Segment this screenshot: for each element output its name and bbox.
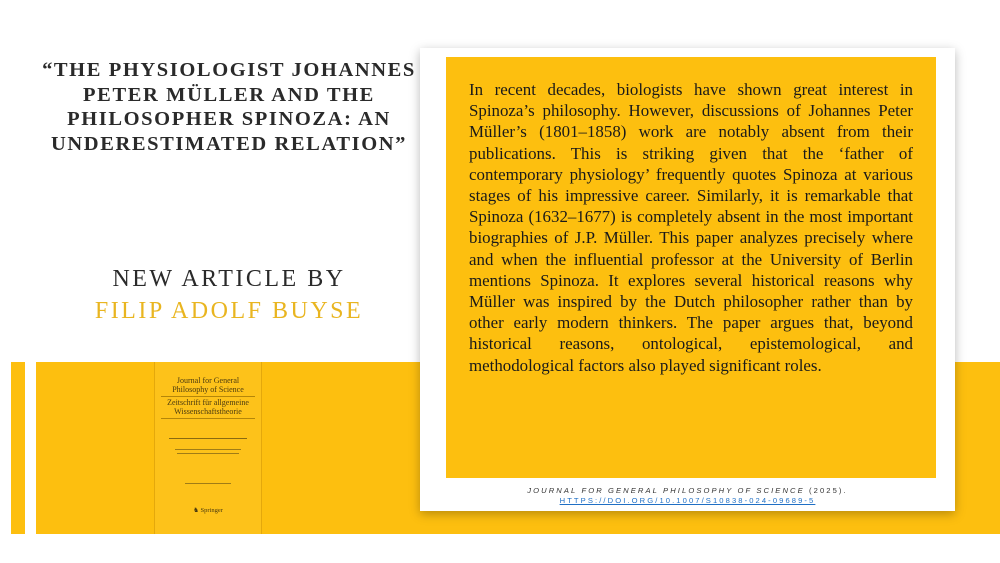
cover-editors-line xyxy=(169,438,247,439)
author-name: FILIP ADOLF BUYSE xyxy=(94,298,364,324)
citation-year: (2025). xyxy=(804,486,848,495)
springer-horse-icon: ♞ xyxy=(193,507,199,514)
journal-cover-image xyxy=(155,362,261,534)
doi-link[interactable]: HTTPS://DOI.ORG/10.1007/S10838-024-09689-5 xyxy=(559,496,816,505)
springer-wordmark: Springer xyxy=(200,507,223,514)
article-title: “THE PHYSIOLOGIST JOHANNES PETER MÜLLER AND THE PHILOSOPHER SPINOZA: AN UNDERESTIMATED RELATION” xyxy=(42,59,416,155)
new-article-label: NEW ARTICLE BY xyxy=(112,266,346,292)
cover-title-de: Zeitschrift für allgemeine Wissenschaftstheorie xyxy=(167,398,249,416)
citation xyxy=(420,486,955,506)
cover-divider xyxy=(161,396,255,397)
cover-title-en: Journal for General Philosophy of Science xyxy=(172,376,244,394)
cover-founders-line xyxy=(175,449,241,450)
citation-journal: JOURNAL FOR GENERAL PHILOSOPHY OF SCIENCE xyxy=(527,486,805,495)
cover-divider xyxy=(161,418,255,419)
cover-founders-line xyxy=(177,453,239,454)
left-accent-stripe xyxy=(11,362,25,534)
abstract-text: In recent decades, biologists have shown great interest in Spinoza’s philosophy. However, discussions of Johannes Peter Müller’s (1801–1858) work are notably absent from their publications. This is striking given that the ‘father of contemporary physiology’ frequently quotes Spinoza at various stages of his impressive career. Similarly, it is remarkable that Spinoza (1632–1677) is completely absent in the most important biographies of J.P. Müller. This paper analyzes precisely where and when the influential professor at the University of Berlin mentions Spinoza. It explores several historical reasons why Müller was inspired by the Dutch philosopher rather than by other early modern thinkers. The paper argues that, beyond historical reasons, ontological, epistemological, and methodological factors also played significant roles. xyxy=(469,80,913,375)
springer-logo xyxy=(155,506,261,514)
abstract-panel xyxy=(446,57,936,478)
cover-volume-line xyxy=(185,483,231,484)
